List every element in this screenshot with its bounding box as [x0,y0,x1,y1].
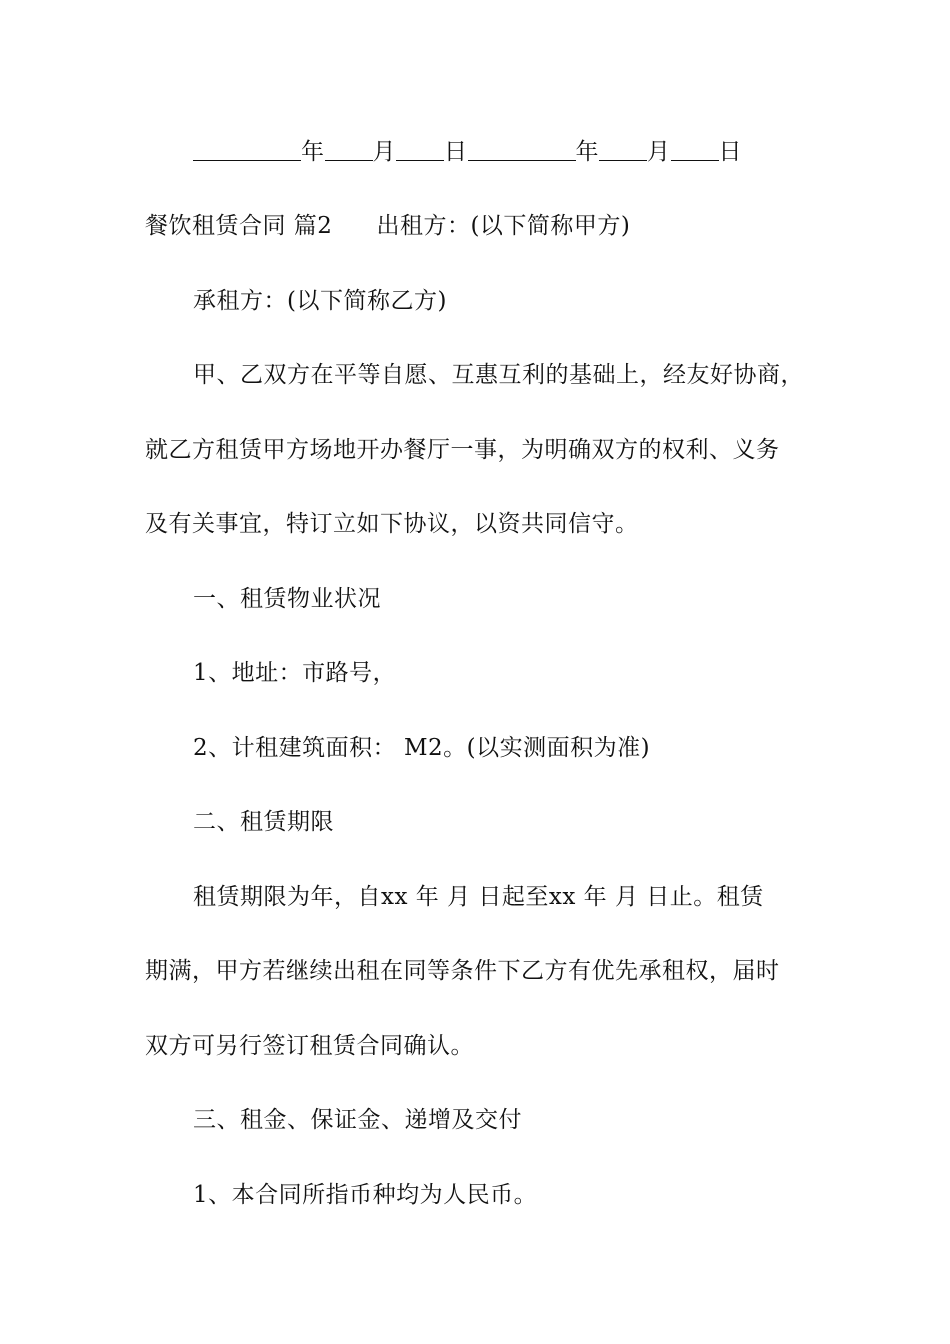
day-label-1: 日 [444,139,468,165]
intro-paragraph-line-2: 就乙方租赁甲方场地开办餐厅一事，为明确双方的权利、义务 [145,437,780,463]
intro-paragraph-line-3: 及有关事宜，特订立如下协议，以资共同信守。 [145,511,639,537]
section-heading-3: 三、租金、保证金、递增及交付 [193,1107,522,1133]
contract-title: 餐饮租赁合同 篇2 [145,213,333,239]
day-blank-1 [396,138,444,161]
lessor-label: 出租方：(以下简称甲方) [376,213,631,239]
term-paragraph-line-2: 期满，甲方若继续出租在同等条件下乙方有优先承租权，届时 [145,958,780,984]
section-heading-1: 一、租赁物业状况 [193,586,381,612]
contract-title-line [145,211,850,241]
day-blank-2 [671,138,719,161]
month-label-2: 月 [647,139,671,165]
year-blank-2 [468,138,576,161]
term-paragraph-line-1: 租赁期限为年，自xx 年 月 日起至xx 年 月 日止。租赁 [193,884,764,910]
clause-currency: 1、本合同所指币种均为人民币。 [193,1182,538,1208]
lessee-label: 承租方：(以下简称乙方) [193,288,447,314]
clause-area: 2、计租建筑面积： M2。(以实测面积为准) [193,735,651,761]
clause-address: 1、地址：市路号， [193,660,397,686]
year-label-2: 年 [575,139,599,165]
month-blank-2 [599,138,647,161]
intro-paragraph-line-1: 甲、乙双方在平等自愿、互惠互利的基础上，经友好协商， [193,362,804,388]
term-paragraph-line-3: 双方可另行签订租赁合同确认。 [145,1033,474,1059]
month-label-1: 月 [372,139,396,165]
signature-date-line [193,137,850,167]
day-label-2: 日 [718,139,742,165]
month-blank-1 [325,138,373,161]
year-blank-1 [193,138,301,161]
section-heading-2: 二、租赁期限 [193,809,334,835]
year-label-1: 年 [301,139,325,165]
